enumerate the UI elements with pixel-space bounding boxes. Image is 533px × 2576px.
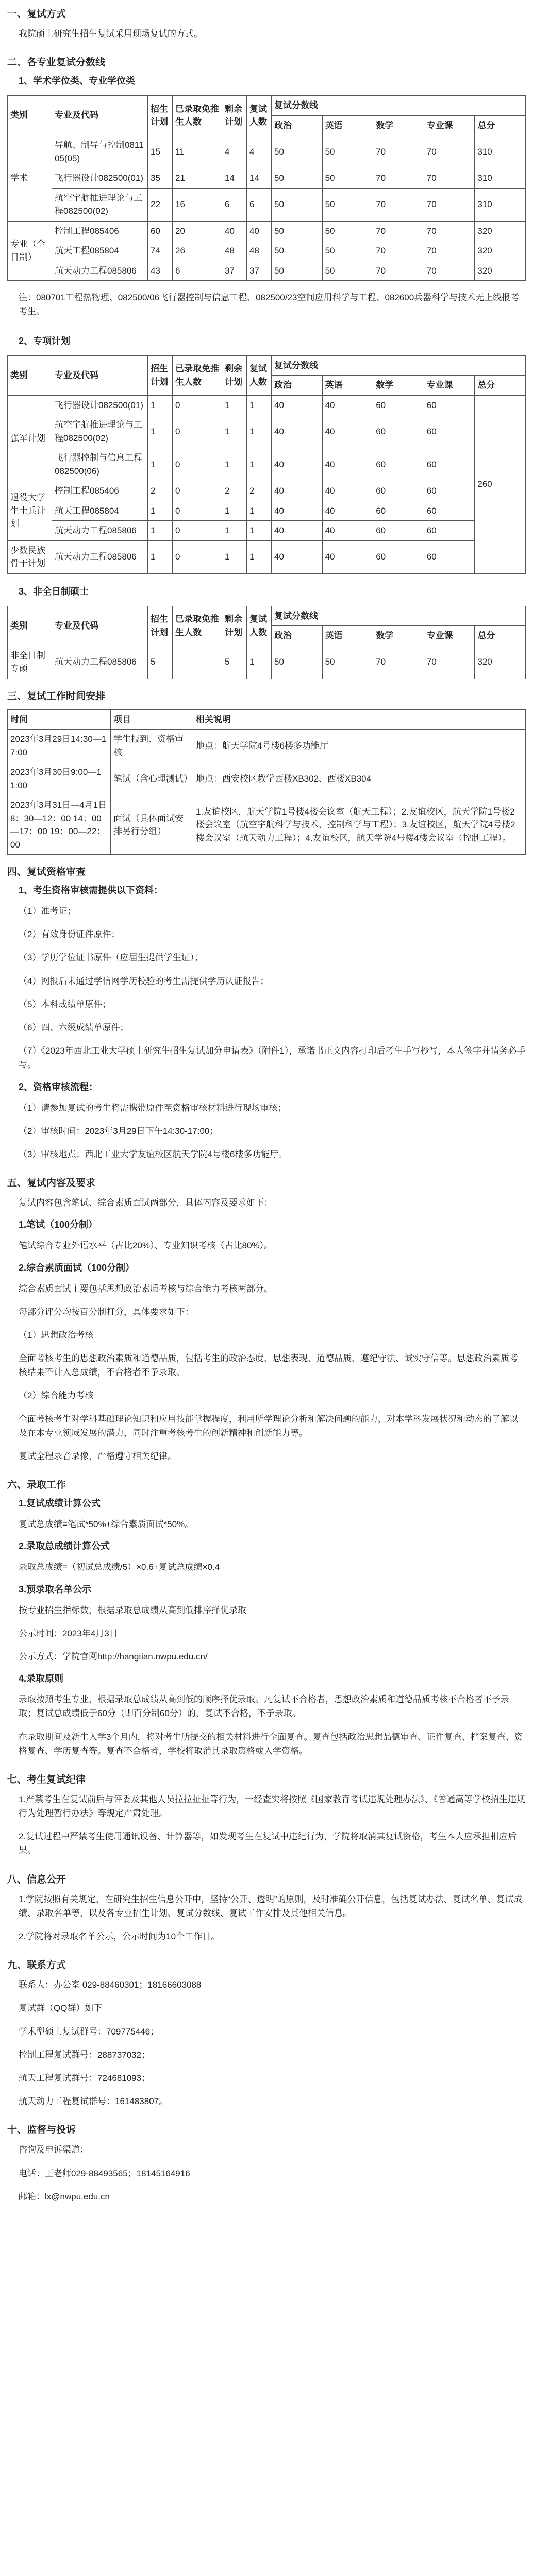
table-row xyxy=(8,395,526,415)
paragraph: 笔试综合专业外语水平（占比20%）、专业知识考核（占比80%）。 xyxy=(19,1241,273,1251)
cell: 21 xyxy=(173,168,222,189)
cell: 320 xyxy=(475,221,526,241)
cell: 1 xyxy=(222,521,247,541)
cell: 50 xyxy=(322,188,373,221)
paragraph: 复试群（QQ群）如下 xyxy=(19,2003,103,2013)
cell: 70 xyxy=(373,168,424,189)
cell: 40 xyxy=(272,448,323,481)
cell: 320 xyxy=(475,261,526,281)
cell: 飞行器设计082500(01) xyxy=(52,168,148,189)
section-5-title: 五、复试内容及要求 xyxy=(7,1178,96,1189)
cell: 50 xyxy=(272,646,323,679)
table-row xyxy=(8,521,526,541)
th-math: 数学 xyxy=(373,626,424,646)
cell: 1 xyxy=(148,521,173,541)
th-rem: 剩余计划 xyxy=(222,606,247,646)
cell: 26 xyxy=(173,241,222,261)
cell: 60 xyxy=(424,501,475,521)
cell: 1 xyxy=(247,395,272,415)
th-plan: 招生计划 xyxy=(148,96,173,135)
cell: 310 xyxy=(475,135,526,168)
th-score: 复试分数线 xyxy=(272,355,526,376)
cell: 50 xyxy=(272,168,323,189)
paragraph: 综合素质面试主要包括思想政治素质考核与综合能力考核两部分。 xyxy=(19,1283,273,1294)
cell: 2 xyxy=(247,481,272,501)
th-score: 复试分数线 xyxy=(272,606,526,626)
cell: 1 xyxy=(247,521,272,541)
th-spec: 专业课 xyxy=(424,115,475,135)
cell: 笔试（含心理测试） xyxy=(111,762,193,795)
table-row xyxy=(8,135,526,168)
cell: 1 xyxy=(222,501,247,521)
list-item: （4）网报后未通过学信网学历校验的考生需提供学历认证报告； xyxy=(19,976,269,986)
th-num: 复试人数 xyxy=(247,355,272,395)
th-eng: 英语 xyxy=(322,376,373,396)
cell: 70 xyxy=(373,241,424,261)
cell: 1 xyxy=(247,540,272,573)
cell: 310 xyxy=(475,168,526,189)
cell: 60 xyxy=(424,448,475,481)
cell: 37 xyxy=(222,261,247,281)
cell: 学术 xyxy=(8,135,52,222)
table-row xyxy=(8,762,526,795)
cell: 5 xyxy=(222,646,247,679)
paragraph: 1.学院按照有关规定，在研究生招生信息公开中，坚持“公开、透明”的原则，及时准确公开信息，包括复试办法、复试名单、复试成绩、录取名单等，以及各专业招生计划、复试分数线、复试工作安排及其他相关信息。 xyxy=(19,1894,523,1918)
cell: 航天动力工程085806 xyxy=(52,261,148,281)
paragraph: 录取总成绩=（初试总成绩/5）×0.6+复试总成绩×0.4 xyxy=(19,1562,220,1572)
paragraph: 航天动力工程复试群号：161483807。 xyxy=(19,2096,168,2107)
th-total: 总分 xyxy=(475,626,526,646)
cell: 43 xyxy=(148,261,173,281)
table-note: 注：080701工程热物理、082500/06飞行器控制与信息工程、082500/23空间应用科学与工程、082600兵器科学与技术无上线报考考生。 xyxy=(19,293,520,317)
paragraph: 公示时间：2023年4月3日 xyxy=(19,1628,118,1638)
cell: 16 xyxy=(173,188,222,221)
paragraph: 复试总成绩=笔试*50%+综合素质面试*50%。 xyxy=(19,1519,194,1530)
section-6-sub2: 2.录取总成绩计算公式 xyxy=(19,1541,110,1552)
cell: 1 xyxy=(222,540,247,573)
paragraph: 2.复试过程中严禁考生使用通讯设备、计算器等，如发现考生在复试中违纪行为，学院将取消其复试资格，考生本人应承担相应后果。 xyxy=(19,1832,517,1856)
cell: 50 xyxy=(322,135,373,168)
paragraph: （2）综合能力考核 xyxy=(19,1391,94,1401)
table-row xyxy=(8,481,526,501)
cell: 310 xyxy=(475,188,526,221)
th-exempt: 已录取免推生人数 xyxy=(173,355,222,395)
section-2-sub3: 3、非全日制硕士 xyxy=(19,586,89,597)
table-row xyxy=(8,448,526,481)
cell: 70 xyxy=(424,188,475,221)
th-num: 复试人数 xyxy=(247,606,272,646)
list-item: （6）四、六级成绩单原件； xyxy=(19,1023,129,1032)
cell: 40 xyxy=(272,521,323,541)
cell: 60 xyxy=(373,521,424,541)
cell: 少数民族骨干计划 xyxy=(8,540,52,573)
paragraph: 学术型硕士复试群号：709775446； xyxy=(19,2026,159,2037)
th-cat: 类别 xyxy=(8,355,52,395)
list-item: （7）《2023年西北工业大学硕士研究生招生复试加分申请表》（附件1），承诺书正文内容打印后考生手写抄写，本人签字并请务必手写。 xyxy=(19,1046,526,1070)
cell: 50 xyxy=(322,168,373,189)
cell: 地点：航天学院4号楼6楼多功能厅 xyxy=(193,730,526,762)
cell: 航空宇航推进理论与工程082500(02) xyxy=(52,415,148,448)
th-pol: 政治 xyxy=(272,115,323,135)
cell: 1 xyxy=(222,395,247,415)
cell: 1.友谊校区，航天学院1号楼4楼会议室（航天工程）；2.友谊校区，航天学院1号楼2楼会议室（航空宇航科学与技术，控制科学与工程）；3.友谊校区，航天学院4号楼2楼会议室（航天动力工程）；4.友谊校区，航天学院4号楼4楼会议室（控制工程）。 xyxy=(193,795,526,855)
cell: 4 xyxy=(222,135,247,168)
cell: 40 xyxy=(322,415,373,448)
cell: 11 xyxy=(173,135,222,168)
cell: 5 xyxy=(148,646,173,679)
th-place: 相关说明 xyxy=(193,709,526,730)
cell: 1 xyxy=(222,448,247,481)
table-row xyxy=(8,188,526,221)
paragraph: 电话：王老师029-88493565；18145164916 xyxy=(19,2168,190,2178)
cell: 20 xyxy=(173,221,222,241)
cell: 40 xyxy=(272,415,323,448)
paragraph: 复试内容包含笔试、综合素质面试两部分，具体内容及要求如下： xyxy=(19,1198,273,1208)
cell: 70 xyxy=(424,241,475,261)
paragraph: 在录取期间及新生入学3个月内，将对考生所提交的相关材料进行全面复查。复查包括政治思想品德审查、证件复查、档案复查、资格复查、学历复查等。复查不合格者，学校将取消其录取资格或入学资格。 xyxy=(19,1732,523,1756)
paragraph: （1）思想政治考核 xyxy=(19,1330,94,1340)
table-row xyxy=(8,501,526,521)
th-pol: 政治 xyxy=(272,626,323,646)
th-total: 总分 xyxy=(475,376,526,396)
cell: 2 xyxy=(222,481,247,501)
cell: 0 xyxy=(173,448,222,481)
cell: 非全日制专硕 xyxy=(8,646,52,679)
cell: 60 xyxy=(373,448,424,481)
section-2-sub2: 2、专项计划 xyxy=(19,335,71,346)
cell: 50 xyxy=(272,241,323,261)
cell: 70 xyxy=(424,261,475,281)
cell: 15 xyxy=(148,135,173,168)
table-row xyxy=(8,241,526,261)
th-cat: 类别 xyxy=(8,606,52,646)
list-item: （5）本科成绩单原件； xyxy=(19,999,111,1009)
cell: 50 xyxy=(322,261,373,281)
section-6-sub3: 3.预录取名单公示 xyxy=(19,1584,92,1595)
cell: 70 xyxy=(424,135,475,168)
th-exempt: 已录取免推生人数 xyxy=(173,96,222,135)
cell: 40 xyxy=(322,395,373,415)
paragraph: 控制工程复试群号：288737032； xyxy=(19,2049,151,2060)
cell: 航天工程085804 xyxy=(52,501,148,521)
section-2-title: 二、各专业复试分数线 xyxy=(7,57,106,69)
cell: 1 xyxy=(222,415,247,448)
paragraph: 1.严禁考生在复试前后与评委及其他人员拉拉扯扯等行为，一经查实将按照《国家教育考试违规处理办法》、《普通高等学校招生违规行为处理暂行办法》等规定严肃处理。 xyxy=(19,1794,526,1819)
cell: 74 xyxy=(148,241,173,261)
table-row xyxy=(8,795,526,855)
th-total: 总分 xyxy=(475,115,526,135)
th-eng: 英语 xyxy=(322,115,373,135)
paragraph: 录取按照考生专业，根据录取总成绩从高到低的顺序择优录取。凡复试不合格者，思想政治素质和道德品质考核不合格者不予录取；复试总成绩低于60分（即百分制60分）的，复试不合格，不予录取。 xyxy=(19,1694,509,1719)
section-2-sub1: 1、学术学位类、专业学位类 xyxy=(19,76,136,87)
cell: 退役大学生士兵计划 xyxy=(8,481,52,541)
cell: 航天动力工程085806 xyxy=(52,646,148,679)
table-row xyxy=(8,261,526,281)
cell: 专业（全日制） xyxy=(8,221,52,281)
cell: 60 xyxy=(424,481,475,501)
paragraph: 联系人：办公室 029-88460301；18166603088 xyxy=(19,1980,202,1990)
section-1-text: 我院硕士研究生招生复试采用现场复试的方式。 xyxy=(19,29,203,39)
cell: 320 xyxy=(475,241,526,261)
section-5-sub1: 1.笔试（100分制） xyxy=(19,1219,98,1230)
paragraph: 航天工程复试群号：724681093； xyxy=(19,2073,151,2083)
cell: 0 xyxy=(173,521,222,541)
cell: 航天动力工程085806 xyxy=(52,540,148,573)
cell: 60 xyxy=(373,481,424,501)
paragraph: 每部分评分均按百分制打分，具体要求如下： xyxy=(19,1307,194,1317)
table-row xyxy=(8,221,526,241)
cell: 50 xyxy=(322,221,373,241)
section-4-sub1: 1、考生资格审核需提供以下资料： xyxy=(19,885,163,896)
table-row xyxy=(8,415,526,448)
cell: 强军计划 xyxy=(8,395,52,481)
cell: 1 xyxy=(247,501,272,521)
cell: 50 xyxy=(272,261,323,281)
th-rem: 剩余计划 xyxy=(222,355,247,395)
cell: 40 xyxy=(222,221,247,241)
cell: 40 xyxy=(272,395,323,415)
cell: 22 xyxy=(148,188,173,221)
cell: 50 xyxy=(322,646,373,679)
cell: 60 xyxy=(424,415,475,448)
cell: 70 xyxy=(373,188,424,221)
cell: 50 xyxy=(272,188,323,221)
th-item: 项目 xyxy=(111,709,193,730)
th-spec: 专业课 xyxy=(424,376,475,396)
cell: 0 xyxy=(173,415,222,448)
cell: 60 xyxy=(424,395,475,415)
cell: 2023年3月30日9:00—11:00 xyxy=(8,762,111,795)
section-6-sub4: 4.录取原则 xyxy=(19,1673,64,1684)
list-item: （3）审核地点：西北工业大学友谊校区航天学院4号楼6楼多功能厅。 xyxy=(19,1149,288,1159)
cell: 1 xyxy=(247,415,272,448)
cell: 48 xyxy=(247,241,272,261)
cell: 70 xyxy=(373,261,424,281)
cell: 60 xyxy=(373,395,424,415)
cell: 2023年3月29日14:30—17:00 xyxy=(8,730,111,762)
paragraph: 按专业招生指标数，根据录取总成绩从高到低排序择优录取 xyxy=(19,1605,246,1615)
cell: 40 xyxy=(322,521,373,541)
paragraph-email[interactable]: 邮箱：lx@nwpu.edu.cn xyxy=(19,2191,110,2201)
cell: 50 xyxy=(272,221,323,241)
cell: 0 xyxy=(173,395,222,415)
list-item: （2）有效身份证件原件； xyxy=(19,929,120,940)
cell: 50 xyxy=(272,135,323,168)
paragraph: 全面考核考生对学科基础理论知识和应用技能掌握程度，利用所学理论分析和解决问题的能力，对本学科发展状况和动态的了解以及在本专业领域发展的潜力，同时注重考核考生的创新精神和创新能力等。 xyxy=(19,1414,518,1438)
table-row xyxy=(8,540,526,573)
paragraph: 全面考核考生的思想政治素质和道德品质，包括考生的政治态度、思想表现、道德品质、遵纪守法、诚实守信等。思想政治素质考核结果不计入总成绩，不合格者不予录取。 xyxy=(19,1353,518,1378)
paragraph-link[interactable]: 公示方式：学院官网http://hangtian.nwpu.edu.cn/ xyxy=(19,1651,208,1662)
th-exempt: 已录取免推生人数 xyxy=(173,606,222,646)
cell: 14 xyxy=(247,168,272,189)
cell: 1 xyxy=(148,501,173,521)
th-time: 时间 xyxy=(8,709,111,730)
cell: 1 xyxy=(148,540,173,573)
cell: 2023年3月31日—4月1日8：30—12：00 14：00—17：00 19：00—22：00 xyxy=(8,795,111,855)
cell: 70 xyxy=(424,221,475,241)
th-major: 专业及代码 xyxy=(52,606,148,646)
cell: 60 xyxy=(148,221,173,241)
cell: 70 xyxy=(373,646,424,679)
cell: 航空宇航推进理论与工程082500(02) xyxy=(52,188,148,221)
th-math: 数学 xyxy=(373,115,424,135)
cell: 飞行器控制与信息工程082500(06) xyxy=(52,448,148,481)
cell: 1 xyxy=(247,448,272,481)
th-plan: 招生计划 xyxy=(148,606,173,646)
cell: 6 xyxy=(247,188,272,221)
cell: 控制工程085406 xyxy=(52,481,148,501)
cell: 6 xyxy=(173,261,222,281)
cell: 6 xyxy=(222,188,247,221)
cell: 60 xyxy=(424,521,475,541)
cell: 航天工程085804 xyxy=(52,241,148,261)
th-major: 专业及代码 xyxy=(52,355,148,395)
cell: 1 xyxy=(247,646,272,679)
cell: 学生报到、资格审核 xyxy=(111,730,193,762)
cell: 2 xyxy=(148,481,173,501)
cell: 48 xyxy=(222,241,247,261)
cell: 0 xyxy=(173,501,222,521)
paragraph: 2.学院将对录取名单公示，公示时间为10个工作日。 xyxy=(19,1931,220,1941)
cell: 50 xyxy=(322,241,373,261)
list-item: （1）准考证； xyxy=(19,906,76,917)
cell: 面试（具体面试安排另行分组） xyxy=(111,795,193,855)
cell: 70 xyxy=(373,135,424,168)
cell: 40 xyxy=(322,501,373,521)
cell: 地点：西安校区教学西楼XB302、西楼XB304 xyxy=(193,762,526,795)
cell: 40 xyxy=(272,481,323,501)
table-row xyxy=(8,168,526,189)
th-num: 复试人数 xyxy=(247,96,272,135)
table-scoreline-main xyxy=(7,95,526,281)
th-score: 复试分数线 xyxy=(272,96,526,116)
cell: 1 xyxy=(148,448,173,481)
list-item: （3）学历学位证书原件（应届生提供学生证）； xyxy=(19,953,203,963)
cell: 航天动力工程085806 xyxy=(52,521,148,541)
cell: 60 xyxy=(424,540,475,573)
section-4-title: 四、复试资格审查 xyxy=(7,867,86,878)
cell: 320 xyxy=(475,646,526,679)
cell: 40 xyxy=(247,221,272,241)
cell: 14 xyxy=(222,168,247,189)
cell: 37 xyxy=(247,261,272,281)
th-plan: 招生计划 xyxy=(148,355,173,395)
section-4-sub2: 2、资格审核流程： xyxy=(19,1081,98,1092)
cell: 1 xyxy=(148,415,173,448)
section-7-title: 七、考生复试纪律 xyxy=(7,1774,86,1785)
list-item: （1）请参加复试的考生将需携带原件至资格审核材料进行现场审核； xyxy=(19,1103,287,1113)
cell xyxy=(173,646,222,679)
cell: 4 xyxy=(247,135,272,168)
section-9-title: 九、联系方式 xyxy=(7,1960,66,1971)
th-math: 数学 xyxy=(373,376,424,396)
table-row xyxy=(8,646,526,679)
section-3-title: 三、复试工作时间安排 xyxy=(7,690,106,702)
th-spec: 专业课 xyxy=(424,626,475,646)
table-parttime xyxy=(7,606,526,679)
table-schedule xyxy=(7,709,526,855)
cell: 40 xyxy=(322,540,373,573)
cell: 70 xyxy=(424,168,475,189)
cell: 40 xyxy=(272,501,323,521)
cell: 70 xyxy=(424,646,475,679)
cell: 40 xyxy=(272,540,323,573)
section-1-title: 一、复试方式 xyxy=(7,9,66,20)
cell: 60 xyxy=(373,415,424,448)
cell: 70 xyxy=(373,221,424,241)
paragraph: 复试全程录音录像，严格遵守相关纪律。 xyxy=(19,1451,176,1461)
th-major: 专业及代码 xyxy=(52,96,148,135)
th-rem: 剩余计划 xyxy=(222,96,247,135)
section-6-title: 六、录取工作 xyxy=(7,1480,66,1491)
cell: 导航、制导与控制081105(05) xyxy=(52,135,148,168)
cell: 1 xyxy=(148,395,173,415)
cell: 40 xyxy=(322,448,373,481)
cell: 0 xyxy=(173,481,222,501)
cell: 60 xyxy=(373,540,424,573)
section-10-title: 十、监督与投诉 xyxy=(7,2125,76,2136)
list-item: （2）审核时间：2023年3月29日下午14:30-17:00； xyxy=(19,1126,219,1136)
cell: 40 xyxy=(322,481,373,501)
cell: 控制工程085406 xyxy=(52,221,148,241)
cell: 260 xyxy=(475,395,526,573)
cell: 0 xyxy=(173,540,222,573)
section-8-title: 八、信息公开 xyxy=(7,1874,66,1885)
section-5-sub2: 2.综合素质面试（100分制） xyxy=(19,1262,135,1273)
cell: 60 xyxy=(373,501,424,521)
paragraph: 咨询及申诉渠道： xyxy=(19,2145,89,2155)
table-row xyxy=(8,730,526,762)
th-pol: 政治 xyxy=(272,376,323,396)
cell: 飞行器设计082500(01) xyxy=(52,395,148,415)
table-special-plan xyxy=(7,355,526,574)
cell: 35 xyxy=(148,168,173,189)
th-eng: 英语 xyxy=(322,626,373,646)
section-6-sub1: 1.复试成绩计算公式 xyxy=(19,1498,101,1509)
th-cat: 类别 xyxy=(8,96,52,135)
